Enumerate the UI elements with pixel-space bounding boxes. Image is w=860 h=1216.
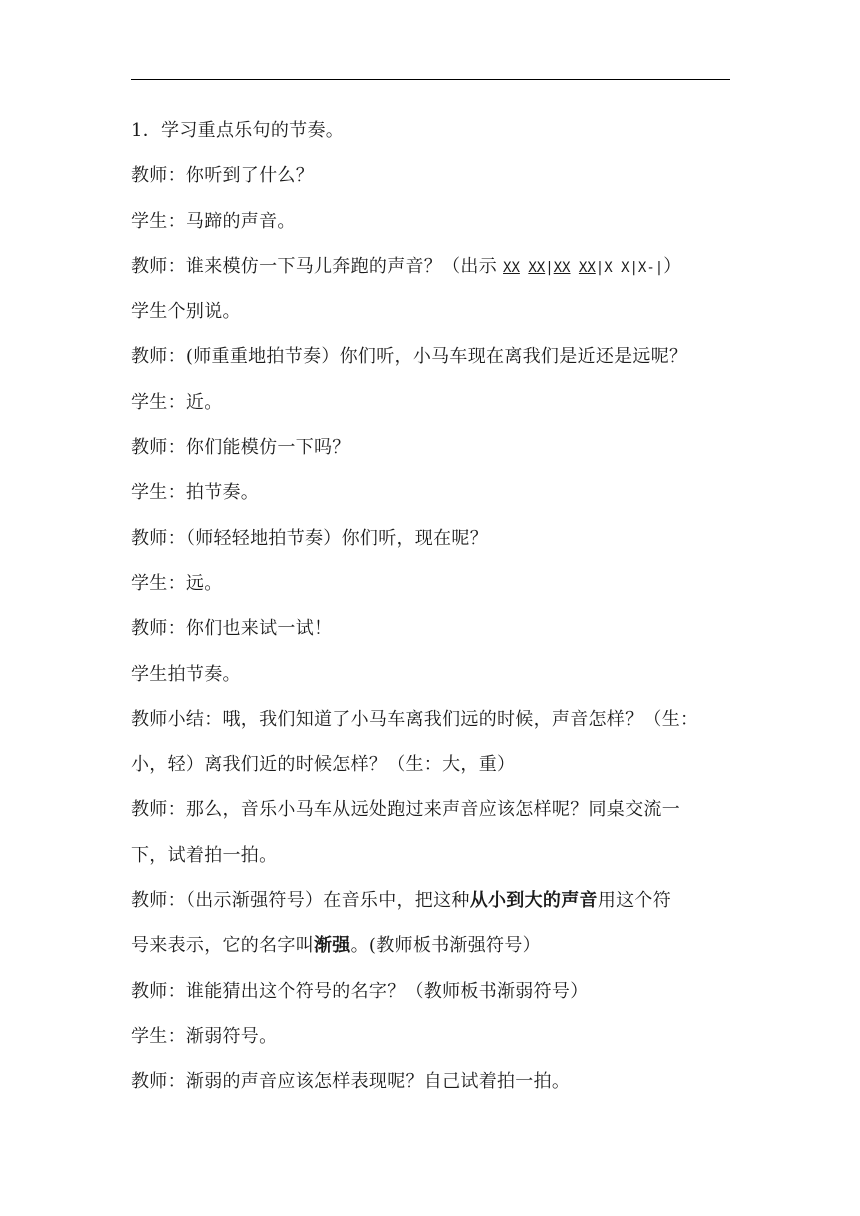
dialogue-line: 学生：远。 (131, 572, 223, 594)
rhythm-beat: XX (528, 259, 546, 276)
dialogue-line: 教师小结：哦，我们知道了小马车离我们远的时候，声音怎样？（生： (131, 708, 699, 730)
dialogue-line: 教师：(师重重地拍节奏）你们听，小马车现在离我们是近还是远呢？ (131, 346, 688, 368)
rhythm-beat: XX (553, 259, 571, 276)
line-text: 号来表示，它的名字叫 (131, 935, 314, 957)
dialogue-line-emphasis (131, 878, 731, 923)
section-heading: 1．学习重点乐句的节奏。 (131, 120, 345, 141)
rhythm-notation (503, 260, 663, 276)
dialogue-line: 学生：马蹄的声音。 (131, 210, 296, 232)
dialogue-line: 小，轻）离我们近的时候怎样？（生：大，重） (131, 754, 516, 776)
line-text: 。(教师板书渐强符号） (350, 935, 541, 957)
rhythm-barline: | (545, 259, 554, 276)
line-text: 教师：（出示渐强符号）在音乐中，把这种 (131, 890, 470, 912)
rhythm-beat: XX (578, 259, 596, 276)
dialogue-line: 下，试着拍一拍。 (131, 844, 278, 866)
dialogue-line: 学生：渐弱符号。 (131, 1025, 278, 1047)
rhythm-beat: XX (503, 259, 520, 276)
header-rule (131, 79, 730, 80)
dialogue-line: 教师：你们能模仿一下吗？ (131, 437, 351, 459)
dialogue-line: 学生拍节奏。 (131, 663, 241, 685)
dialogue-line: 教师：那么，音乐小马车从远处跑过来声音应该怎样呢？同桌交流一 (131, 799, 680, 821)
emphasis-text: 渐强 (314, 935, 351, 957)
dialogue-line: 教师：你们也来试一试！ (131, 618, 333, 640)
dialogue-line: 教师：你听到了什么？ (131, 165, 314, 187)
line-text: 教师：谁来模仿一下马儿奔跑的声音？（出示 (131, 255, 497, 277)
rhythm-tail: |X X|X-| (595, 259, 664, 276)
dialogue-line: 教师：（师轻轻地拍节奏）你们听，现在呢？ (131, 527, 488, 549)
dialogue-line-emphasis (131, 923, 731, 968)
dialogue-line: 学生：近。 (131, 391, 223, 413)
dialogue-line: 学生：拍节奏。 (131, 482, 260, 504)
document-body (131, 108, 731, 1105)
dialogue-line: 教师：渐弱的声音应该怎样表现呢？自己试着拍一拍。 (131, 1071, 571, 1093)
dialogue-line: 教师：谁能猜出这个符号的名字？（教师板书渐弱符号） (131, 980, 589, 1002)
emphasis-text: 从小到大的声音 (469, 890, 598, 912)
dialogue-line-rhythm (131, 244, 731, 289)
line-text: 用这个符 (597, 890, 672, 912)
line-text: ） (663, 255, 682, 277)
dialogue-line: 学生个别说。 (131, 301, 241, 323)
